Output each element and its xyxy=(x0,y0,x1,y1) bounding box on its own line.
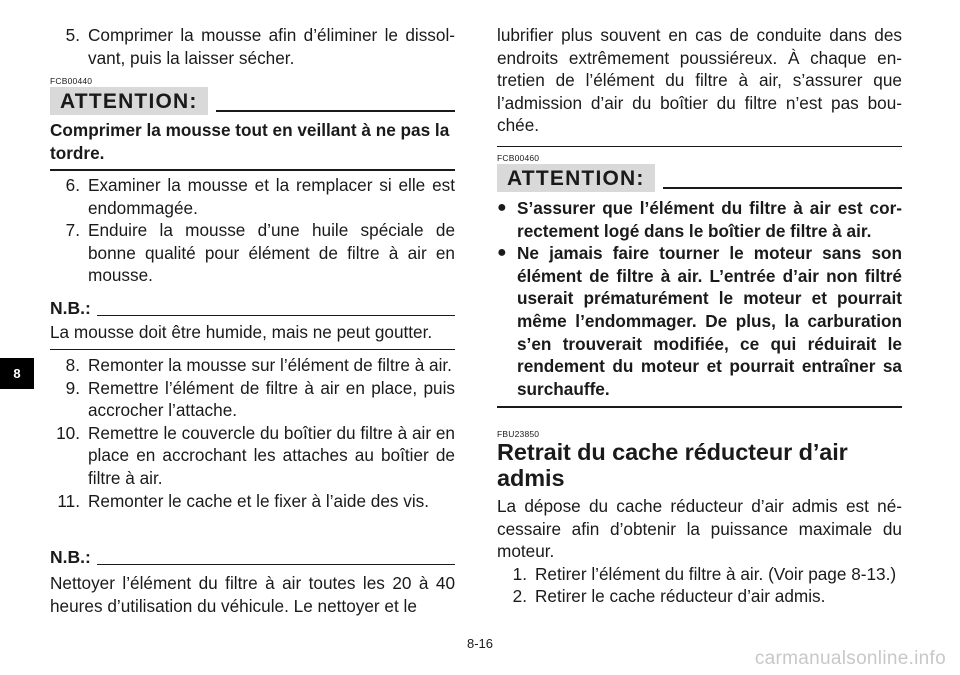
attention-end-rule xyxy=(50,169,455,171)
bullet-dot-icon: ● xyxy=(497,244,507,262)
step-text: Remonter le cache et le fixer à l’aide des vis. xyxy=(88,490,430,511)
continued-note-text: lubrifier plus souvent en cas de conduite dans des endroits extrêmement poussiéreux. À chaque en-tretien de l’élément du filtre à air, s’assurer que l’admission d’air du boîtier du filtre n’est pas bou-chée. xyxy=(497,25,902,136)
step-10 xyxy=(50,422,455,490)
attention-bullet xyxy=(497,197,902,242)
step-5 xyxy=(50,24,455,69)
step-number: 10. xyxy=(56,422,80,443)
step-11 xyxy=(50,490,455,513)
step-6 xyxy=(50,174,455,219)
section-title: Retrait du cache réducteur d’air admis xyxy=(497,439,848,491)
step-7 xyxy=(50,219,455,287)
note-label: N.B.: xyxy=(50,298,91,318)
ref-code: FBU23850 xyxy=(497,429,540,439)
attention-badge: ATTENTION: xyxy=(50,87,208,115)
step-number: 2. xyxy=(512,586,527,607)
step-text: Retirer le cache réducteur d’air admis. xyxy=(535,586,826,607)
section-intro: La dépose du cache réducteur d’air admis est né-cessaire afin d’obtenir la puissance maximale du moteur. xyxy=(497,496,902,562)
section-step-1 xyxy=(497,563,902,586)
step-9 xyxy=(50,377,455,422)
step-number: 7. xyxy=(65,220,80,241)
bullet-text: S’assurer que l’élément du filtre à air est cor-rectement logé dans le boîtier de filtre à air. xyxy=(517,198,902,241)
bullet-text: Ne jamais faire tourner le moteur sans son élément de filtre à air. L’entrée d’air non filtré userait prématurément le moteur et pourrait même l’endommager. De plus, la carburation s’en trouverait modifiée, ce qui réduirait le rendement du moteur et pourrait entraîner sa surchauffe. xyxy=(517,243,902,399)
attention-block-1 xyxy=(50,76,455,171)
bullet-dot-icon: ● xyxy=(497,199,507,216)
attention-end-rule xyxy=(497,406,902,408)
attention-rule xyxy=(663,187,902,189)
note-rule xyxy=(97,564,455,565)
note-rule xyxy=(97,315,455,316)
note-block-2 xyxy=(50,546,455,618)
step-number: 9. xyxy=(65,377,80,398)
step-text: Remettre le couvercle du boîtier du filtre à air en place en accrochant les attaches au boîtier de filtre à air. xyxy=(88,422,455,488)
watermark: carmanualsonline.info xyxy=(754,648,946,669)
step-number: 11. xyxy=(57,490,80,511)
step-text: Comprimer la mousse afin d’éliminer le dissol-vant, puis la laisser sécher. xyxy=(88,25,455,68)
attention-badge: ATTENTION: xyxy=(497,164,655,192)
section-step-2 xyxy=(497,585,902,608)
note-end-rule xyxy=(50,349,455,350)
continued-note-end-rule xyxy=(497,146,902,147)
step-text: Examiner la mousse et la remplacer si elle est endommagée. xyxy=(88,175,455,218)
ref-code: FCB00440 xyxy=(50,76,93,86)
step-number: 8. xyxy=(65,355,80,375)
step-number: 1. xyxy=(512,563,527,584)
attention-bullets xyxy=(497,197,902,400)
step-number: 5. xyxy=(65,25,80,45)
ref-code: FCB00460 xyxy=(497,153,540,163)
note-label: N.B.: xyxy=(50,547,91,567)
chapter-tab: 8 xyxy=(0,358,34,389)
step-text: Retirer l’élément du filtre à air. (Voir page 8-13.) xyxy=(535,563,897,584)
step-text: Enduire la mousse d’une huile spéciale de bonne qualité pour élément de filtre à air en mousse. xyxy=(88,220,455,286)
steps-8-11 xyxy=(50,354,455,512)
step-text: Remonter la mousse sur l’élément de filtre à air. xyxy=(88,355,452,375)
note-text: La mousse doit être humide, mais ne peut goutter. xyxy=(50,321,433,342)
attention-bullet xyxy=(497,242,902,400)
step-8 xyxy=(50,354,455,377)
attention-text: Comprimer la mousse tout en veillant à ne pas la tordre. xyxy=(50,120,450,163)
step-number: 6. xyxy=(65,175,80,195)
attention-header xyxy=(50,87,455,115)
note-text: Nettoyer l’élément du filtre à air toutes les 20 à 40 heures d’utilisation du véhicule. Le nettoyer et le xyxy=(50,572,455,616)
step-text: Remettre l’élément de filtre à air en place, puis accrocher l’attache. xyxy=(88,377,455,421)
attention-header xyxy=(497,164,902,192)
attention-block-2 xyxy=(497,153,902,408)
note-block-1 xyxy=(50,297,455,350)
attention-rule xyxy=(216,110,455,112)
section-air-reducer xyxy=(497,429,902,608)
steps-6-7 xyxy=(50,174,455,287)
page-number: 8-16 xyxy=(466,636,494,651)
